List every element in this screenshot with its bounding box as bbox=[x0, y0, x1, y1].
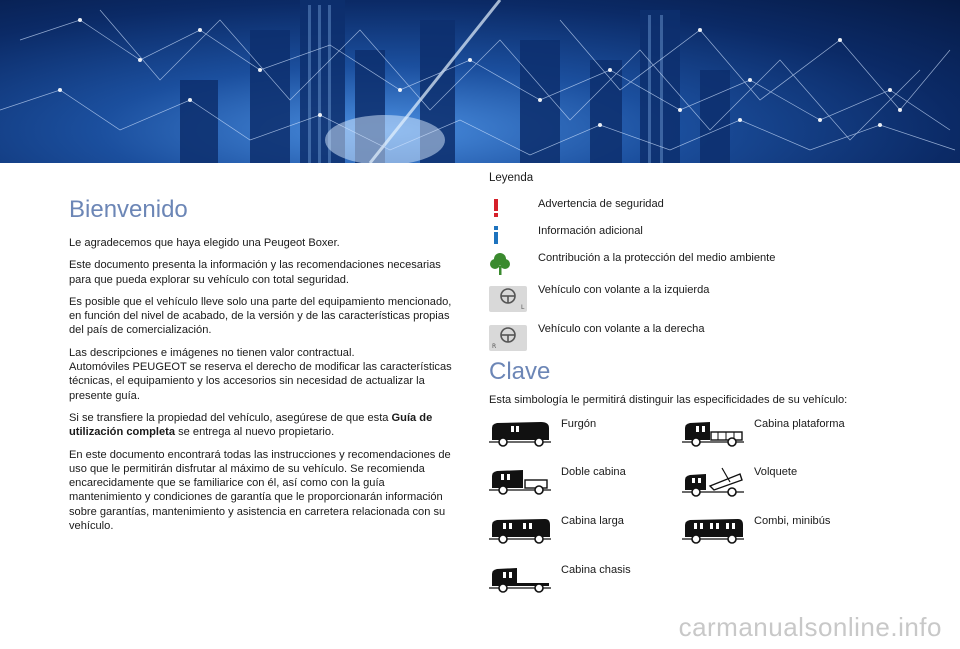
clave-title: Clave bbox=[489, 358, 551, 385]
welcome-paragraph-5 bbox=[69, 411, 455, 440]
guide-name-bold: Guía de utilización completa bbox=[69, 411, 433, 439]
exclamation-icon bbox=[489, 198, 529, 228]
welcome-section bbox=[69, 196, 455, 541]
legend-label: Vehículo con volante a la derecha bbox=[538, 323, 705, 335]
vehicle-item-long-van bbox=[489, 515, 689, 555]
steering-wheel-left-icon bbox=[489, 284, 529, 314]
legend-item-eco bbox=[489, 252, 909, 282]
info-icon bbox=[489, 225, 529, 255]
welcome-title: Bienvenido bbox=[69, 196, 188, 223]
vehicle-label: Cabina plataforma bbox=[754, 418, 845, 430]
vehicle-item-minibus bbox=[682, 515, 882, 555]
vehicle-label: Cabina chasis bbox=[561, 564, 631, 576]
legend-item-rhd bbox=[489, 323, 909, 353]
vehicle-label: Doble cabina bbox=[561, 466, 626, 478]
welcome-paragraph-3: Es posible que el vehículo lleve solo una parte del equipamiento mencionado, en función del nivel de acabado, de la versión y de las características propias del país de comercialización. bbox=[69, 295, 452, 337]
svg-text:R: R bbox=[492, 343, 497, 350]
platform-cab-icon bbox=[682, 418, 744, 452]
legend-item-info bbox=[489, 225, 909, 255]
legend-label: Información adicional bbox=[538, 225, 643, 237]
clave-intro: Esta simbología le permitirá distinguir las especificidades de su vehículo: bbox=[489, 394, 848, 406]
welcome-paragraph-5-post: se entrega al nuevo propietario. bbox=[175, 426, 335, 439]
steering-wheel-right-icon bbox=[489, 323, 529, 353]
welcome-paragraph-6: En este documento encontrará todas las instrucciones y recomendaciones de uso que le permitirán disfrutar al máximo de su vehículo. Se recomienda encarecidamente que se familiarice con él, así como con la guía mantenimiento y condiciones de garantía que le proporcionarán información sobre garantías, mantenimiento y asistencia en carretera relacionada con su vehículo. bbox=[69, 448, 451, 533]
legend-label: Vehículo con volante a la izquierda bbox=[538, 284, 710, 296]
legend-item-lhd bbox=[489, 284, 909, 314]
watermark: carmanualsonline.info bbox=[678, 612, 942, 642]
legend-title: Leyenda bbox=[489, 172, 534, 184]
welcome-paragraph-4a: Las descripciones e imágenes no tienen valor contractual. bbox=[69, 346, 355, 359]
chassis-cab-icon bbox=[489, 564, 551, 598]
double-cab-icon bbox=[489, 466, 551, 500]
svg-text:L: L bbox=[521, 304, 525, 311]
vehicle-item-platform-cab bbox=[682, 418, 882, 458]
network-cityscape-image bbox=[0, 0, 960, 163]
vehicle-label: Volquete bbox=[754, 466, 798, 478]
legend-item-warning bbox=[489, 198, 909, 228]
vehicle-label: Furgón bbox=[561, 418, 597, 430]
welcome-paragraph-4 bbox=[69, 346, 455, 403]
legend-label: Contribución a la protección del medio ambiente bbox=[538, 252, 776, 264]
hero-banner bbox=[0, 0, 960, 163]
vehicle-item-chassis-cab bbox=[489, 564, 689, 604]
welcome-paragraph-5-pre: Si se transfiere la propiedad del vehículo, asegúrese de que esta bbox=[69, 411, 392, 424]
van-icon bbox=[489, 418, 551, 452]
long-van-icon bbox=[489, 515, 551, 549]
vehicle-item-van bbox=[489, 418, 689, 458]
vehicle-label: Combi, minibús bbox=[754, 515, 831, 527]
minibus-icon bbox=[682, 515, 744, 549]
welcome-paragraph-4b: Automóviles PEUGEOT se reserva el derecho de modificar las características técnicas, el equipamiento y los accesorios sin necesidad de actualizar la presente guía. bbox=[69, 361, 452, 402]
vehicle-item-tipper bbox=[682, 466, 882, 506]
legend-label: Advertencia de seguridad bbox=[538, 198, 664, 210]
welcome-paragraph-2: Este documento presenta la información y las recomendaciones necesarias para que pueda explorar su vehículo con total seguridad. bbox=[69, 259, 441, 286]
tipper-icon bbox=[682, 466, 744, 500]
vehicle-item-double-cab bbox=[489, 466, 689, 506]
tree-icon bbox=[489, 252, 529, 282]
vehicle-label: Cabina larga bbox=[561, 515, 624, 527]
welcome-paragraph-1: Le agradecemos que haya elegido una Peugeot Boxer. bbox=[69, 237, 340, 249]
